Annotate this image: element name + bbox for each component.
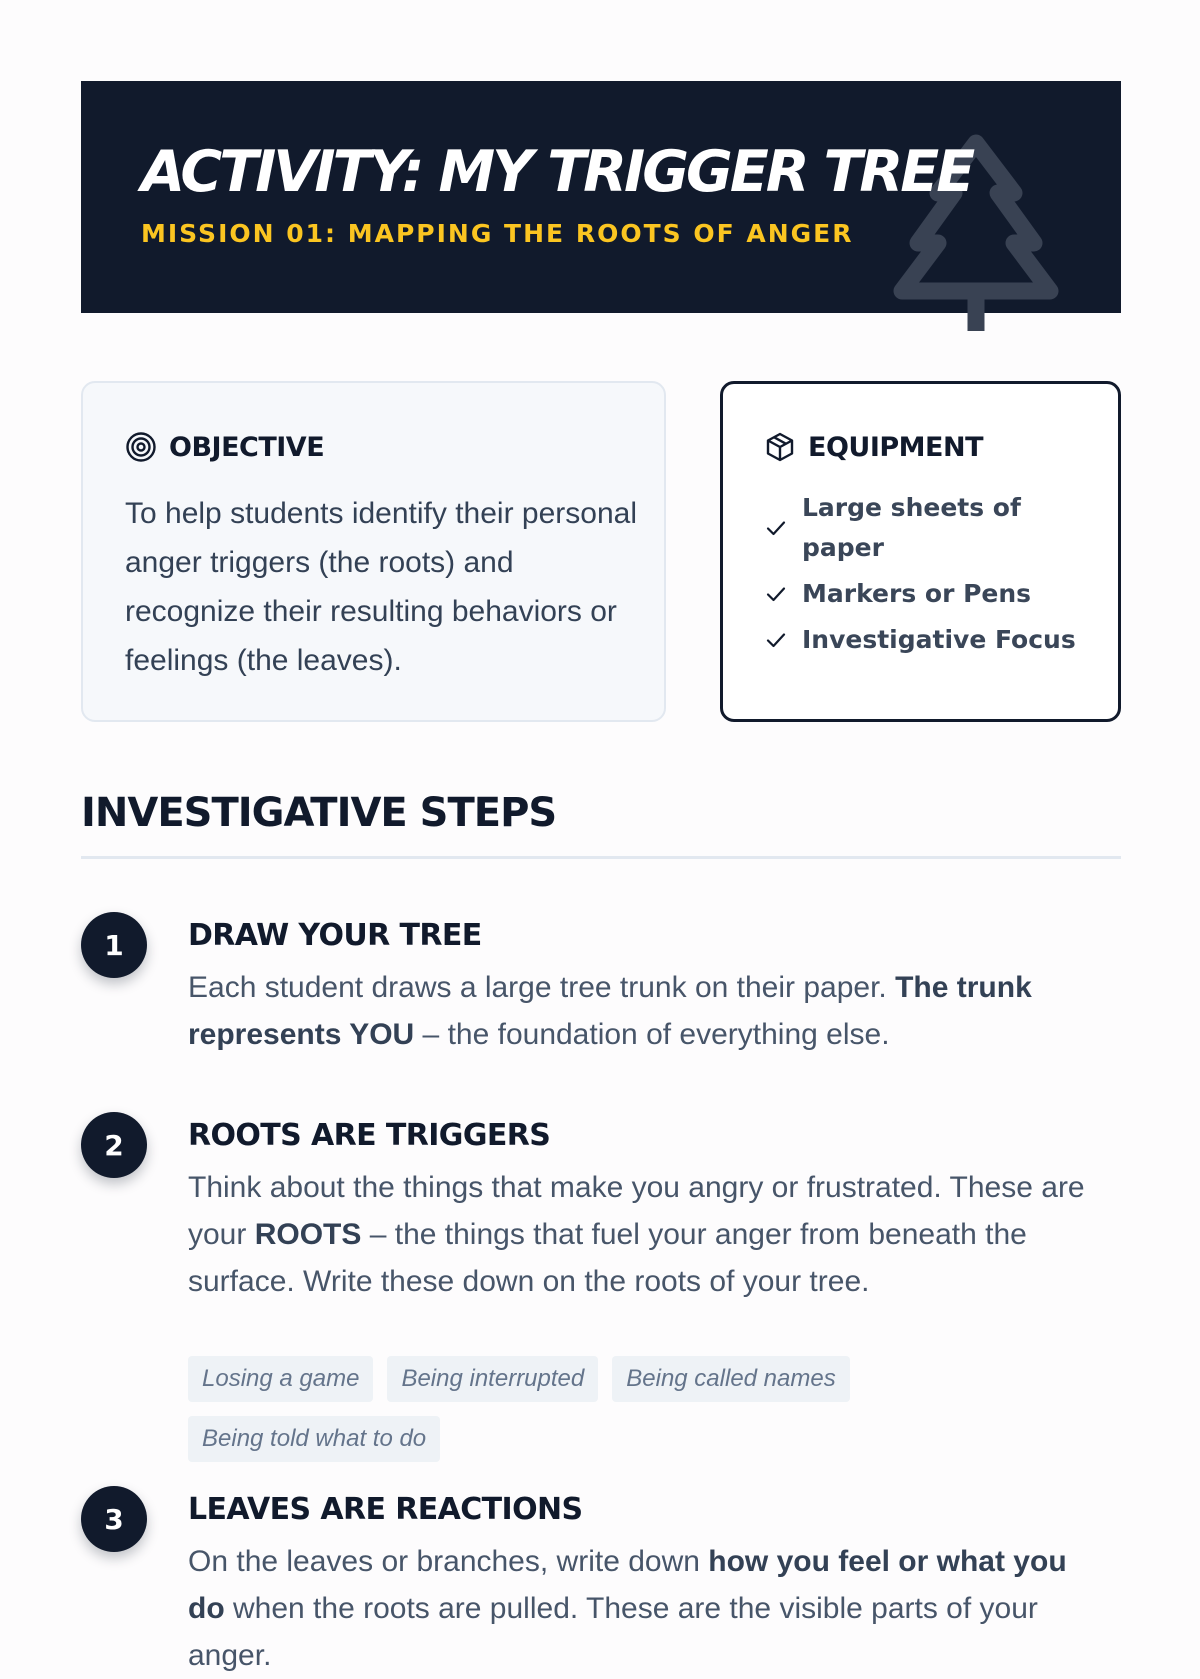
check-icon bbox=[764, 628, 788, 652]
objective-card bbox=[81, 381, 666, 722]
step-number-badge: 1 bbox=[81, 912, 147, 978]
body-text: Each student draws a large tree trunk on their paper. bbox=[188, 971, 896, 1004]
body-text: – the foundation of everything else. bbox=[414, 1018, 890, 1051]
list-item bbox=[764, 574, 1094, 614]
equipment-header bbox=[764, 431, 983, 463]
equipment-item-label: Markers or Pens bbox=[802, 579, 1032, 608]
page-title: ACTIVITY: MY TRIGGER TREE bbox=[141, 139, 973, 205]
emphasis-text: ROOTS bbox=[254, 1218, 362, 1251]
step-number-badge: 3 bbox=[81, 1486, 147, 1552]
step-title: ROOTS ARE TRIGGERS bbox=[188, 1118, 551, 1153]
step-title: DRAW YOUR TREE bbox=[188, 918, 482, 953]
emphasis-text: The trunk represents YOU bbox=[188, 971, 1032, 1051]
check-icon bbox=[764, 582, 788, 606]
step-body bbox=[188, 1538, 1098, 1679]
body-text: On the leaves or branches, write down bbox=[188, 1545, 709, 1578]
objective-header bbox=[125, 431, 324, 463]
objective-text: To help students identify their personal anger triggers (the roots) and recognize their resulting behaviors or feelings (the leaves). bbox=[125, 497, 637, 677]
body-text: when the roots are pulled. These are the visible parts of your anger. bbox=[188, 1592, 1038, 1672]
body-text: – the things that fuel your anger from beneath the surface. Write these down on the roots of your tree. bbox=[188, 1218, 1027, 1298]
step-body bbox=[188, 1164, 1098, 1305]
trigger-tag: Being interrupted bbox=[387, 1356, 598, 1402]
page-subtitle: MISSION 01: MAPPING THE ROOTS OF ANGER bbox=[141, 219, 854, 248]
equipment-item-label: Large sheets of paper bbox=[802, 493, 1021, 562]
box-icon bbox=[764, 431, 796, 463]
step-number-badge: 2 bbox=[81, 1112, 147, 1178]
emphasis-text: how you feel or what you do bbox=[188, 1545, 1067, 1625]
check-icon bbox=[764, 516, 788, 540]
target-icon bbox=[125, 431, 157, 463]
trigger-tags bbox=[188, 1356, 1088, 1462]
body-text: Think about the things that make you angry or frustrated. These are your bbox=[188, 1171, 1085, 1251]
equipment-heading: EQUIPMENT bbox=[808, 431, 983, 463]
divider bbox=[81, 856, 1121, 859]
step-body bbox=[188, 964, 1098, 1058]
list-item bbox=[764, 620, 1094, 660]
objective-heading: OBJECTIVE bbox=[169, 431, 325, 463]
equipment-item-label: Investigative Focus bbox=[802, 625, 1076, 654]
trigger-tag: Being told what to do bbox=[188, 1416, 440, 1462]
header-banner bbox=[81, 81, 1121, 313]
section-title: INVESTIGATIVE STEPS bbox=[81, 790, 557, 836]
equipment-list bbox=[764, 488, 1094, 666]
step-title: LEAVES ARE REACTIONS bbox=[188, 1492, 583, 1527]
trigger-tag: Losing a game bbox=[188, 1356, 373, 1402]
list-item bbox=[764, 488, 1094, 568]
trigger-tag: Being called names bbox=[612, 1356, 849, 1402]
equipment-card bbox=[720, 381, 1121, 722]
